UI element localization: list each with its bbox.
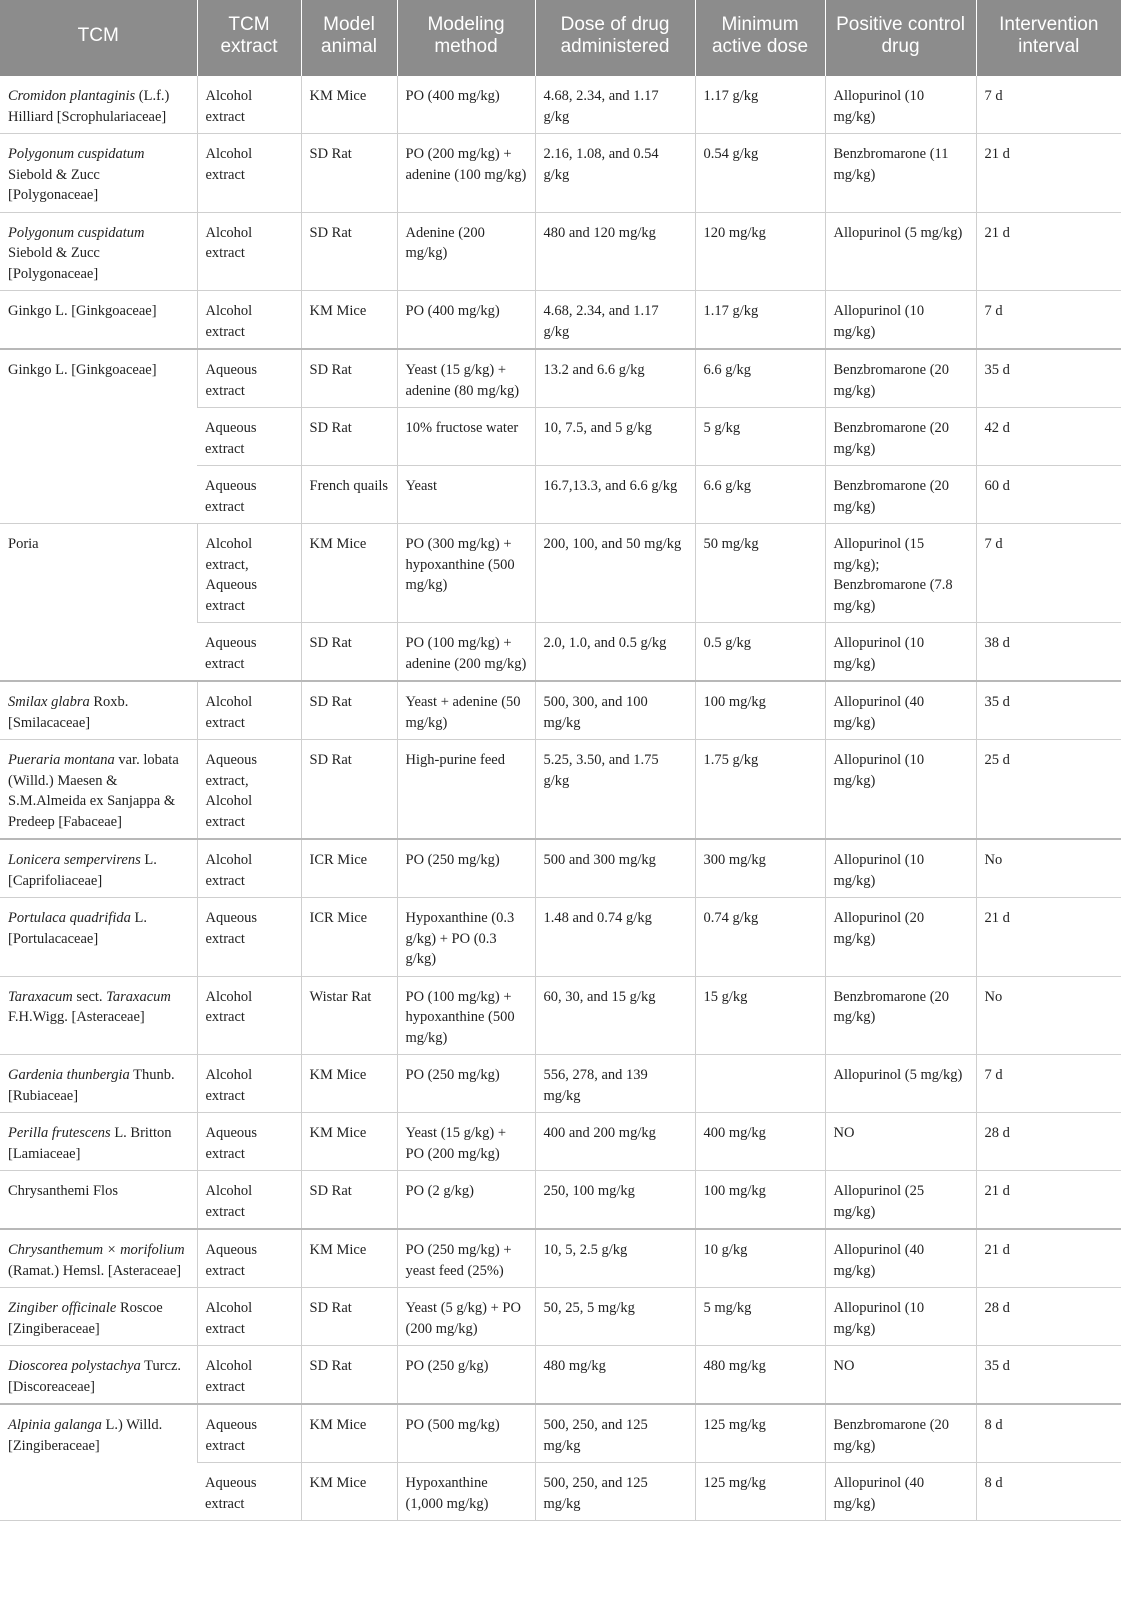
tcm-species-name: Lonicera sempervirens bbox=[8, 852, 141, 868]
dose-cell: 2.0, 1.0, and 0.5 g/kg bbox=[535, 623, 695, 682]
tcm-cell bbox=[0, 976, 197, 1055]
extract-cell: Aqueous extract, Alcohol extract bbox=[197, 740, 301, 840]
tcm-authority: Turcz. [Discoreaceae] bbox=[8, 1358, 182, 1395]
min-dose-cell: 6.6 g/kg bbox=[695, 349, 825, 408]
control-drug-cell: Benzbromarone (20 mg/kg) bbox=[825, 408, 976, 466]
dose-cell: 16.7,13.3, and 6.6 g/kg bbox=[535, 466, 695, 524]
tcm-authority: (Ramat.) Hemsl. [Asteraceae] bbox=[8, 1262, 182, 1279]
min-dose-cell: 100 mg/kg bbox=[695, 1171, 825, 1230]
interval-cell: 21 d bbox=[976, 898, 1121, 977]
interval-cell: 8 d bbox=[976, 1463, 1121, 1521]
control-drug-cell: Allopurinol (10 mg/kg) bbox=[825, 740, 976, 840]
interval-cell: 60 d bbox=[976, 466, 1121, 524]
control-drug-cell: Allopurinol (40 mg/kg) bbox=[825, 1229, 976, 1288]
table-row bbox=[0, 524, 1121, 623]
table-row bbox=[0, 349, 1121, 408]
animal-cell: SD Rat bbox=[301, 740, 397, 840]
table-row bbox=[0, 76, 1121, 134]
min-dose-cell: 6.6 g/kg bbox=[695, 466, 825, 524]
animal-cell: SD Rat bbox=[301, 623, 397, 682]
animal-cell: SD Rat bbox=[301, 134, 397, 213]
control-drug-cell: Benzbromarone (11 mg/kg) bbox=[825, 134, 976, 213]
tcm-authority: Chrysanthemi Flos bbox=[8, 1183, 118, 1199]
dose-cell: 480 and 120 mg/kg bbox=[535, 212, 695, 291]
interval-cell: 7 d bbox=[976, 1055, 1121, 1113]
table-row bbox=[0, 976, 1121, 1055]
extract-cell: Aqueous extract bbox=[197, 623, 301, 682]
min-dose-cell: 10 g/kg bbox=[695, 1229, 825, 1288]
tcm-authority: Siebold & Zucc [Polygonaceae] bbox=[8, 245, 100, 282]
table-row bbox=[0, 291, 1121, 350]
table-row bbox=[0, 740, 1121, 840]
extract-cell: Aqueous extract bbox=[197, 466, 301, 524]
tcm-species-name: Taraxacum bbox=[8, 988, 73, 1005]
dose-cell: 500 and 300 mg/kg bbox=[535, 839, 695, 898]
method-cell: Yeast (5 g/kg) + PO (200 mg/kg) bbox=[397, 1288, 535, 1346]
method-cell: PO (500 mg/kg) bbox=[397, 1404, 535, 1463]
tcm-cell bbox=[0, 291, 197, 350]
table-row bbox=[0, 1055, 1121, 1113]
method-cell: Hypoxanthine (1,000 mg/kg) bbox=[397, 1463, 535, 1521]
tcm-species-name: Polygonum cuspidatum bbox=[8, 146, 145, 162]
tcm-species-name: Gardenia thunbergia bbox=[8, 1067, 130, 1083]
method-cell: 10% fructose water bbox=[397, 408, 535, 466]
header-cell: Minimum active dose bbox=[695, 0, 825, 76]
tcm-authority: Siebold & Zucc [Polygonaceae] bbox=[8, 166, 100, 203]
dose-cell: 2.16, 1.08, and 0.54 g/kg bbox=[535, 134, 695, 213]
animal-cell: SD Rat bbox=[301, 212, 397, 291]
method-cell: Yeast bbox=[397, 466, 535, 524]
interval-cell: 21 d bbox=[976, 212, 1121, 291]
animal-cell: ICR Mice bbox=[301, 898, 397, 977]
animal-cell: KM Mice bbox=[301, 1229, 397, 1288]
table-header-row bbox=[0, 0, 1121, 76]
interval-cell: 28 d bbox=[976, 1288, 1121, 1346]
tcm-cell bbox=[0, 1113, 197, 1171]
animal-cell: KM Mice bbox=[301, 1055, 397, 1113]
method-cell: Yeast + adenine (50 mg/kg) bbox=[397, 681, 535, 740]
animal-cell: KM Mice bbox=[301, 1463, 397, 1521]
tcm-cell bbox=[0, 839, 197, 898]
dose-cell: 1.48 and 0.74 g/kg bbox=[535, 898, 695, 977]
header-cell: Positive control drug bbox=[825, 0, 976, 76]
dose-cell: 200, 100, and 50 mg/kg bbox=[535, 524, 695, 623]
tcm-cell bbox=[0, 681, 197, 740]
tcm-cell bbox=[0, 212, 197, 291]
extract-cell: Aqueous extract bbox=[197, 1229, 301, 1288]
animal-cell: SD Rat bbox=[301, 1346, 397, 1405]
tcm-cell bbox=[0, 76, 197, 134]
tcm-cell bbox=[0, 1229, 197, 1288]
interval-cell: No bbox=[976, 976, 1121, 1055]
dose-cell: 10, 5, 2.5 g/kg bbox=[535, 1229, 695, 1288]
control-drug-cell: Allopurinol (5 mg/kg) bbox=[825, 1055, 976, 1113]
extract-cell: Alcohol extract bbox=[197, 839, 301, 898]
control-drug-cell: Benzbromarone (20 mg/kg) bbox=[825, 976, 976, 1055]
extract-cell: Aqueous extract bbox=[197, 408, 301, 466]
table-row bbox=[0, 1113, 1121, 1171]
control-drug-cell: Allopurinol (5 mg/kg) bbox=[825, 212, 976, 291]
tcm-species-name: Polygonum cuspidatum bbox=[8, 224, 145, 241]
dose-cell: 13.2 and 6.6 g/kg bbox=[535, 349, 695, 408]
min-dose-cell: 100 mg/kg bbox=[695, 681, 825, 740]
animal-cell: ICR Mice bbox=[301, 839, 397, 898]
min-dose-cell bbox=[695, 1055, 825, 1113]
header-cell: Modeling method bbox=[397, 0, 535, 76]
method-cell: PO (400 mg/kg) bbox=[397, 291, 535, 350]
tcm-cell bbox=[0, 740, 197, 840]
extract-cell: Alcohol extract bbox=[197, 681, 301, 740]
tcm-cell bbox=[0, 1404, 197, 1521]
min-dose-cell: 400 mg/kg bbox=[695, 1113, 825, 1171]
dose-cell: 5.25, 3.50, and 1.75 g/kg bbox=[535, 740, 695, 840]
animal-cell: SD Rat bbox=[301, 349, 397, 408]
method-cell: PO (2 g/kg) bbox=[397, 1171, 535, 1230]
dose-cell: 500, 250, and 125 mg/kg bbox=[535, 1404, 695, 1463]
animal-cell: French quails bbox=[301, 466, 397, 524]
interval-cell: 35 d bbox=[976, 349, 1121, 408]
method-cell: PO (200 mg/kg) + adenine (100 mg/kg) bbox=[397, 134, 535, 213]
tcm-authority: L. [Portulacaceae] bbox=[8, 910, 147, 947]
table-row bbox=[0, 1171, 1121, 1230]
method-cell: PO (250 g/kg) bbox=[397, 1346, 535, 1405]
tcm-authority: (L.f.) Hilliard [Scrophulariaceae] bbox=[8, 88, 170, 125]
interval-cell: 35 d bbox=[976, 1346, 1121, 1405]
header-cell: TCM bbox=[0, 0, 197, 76]
interval-cell: 21 d bbox=[976, 1229, 1121, 1288]
table-row bbox=[0, 1346, 1121, 1405]
dose-cell: 250, 100 mg/kg bbox=[535, 1171, 695, 1230]
dose-cell: 10, 7.5, and 5 g/kg bbox=[535, 408, 695, 466]
table-row bbox=[0, 212, 1121, 291]
dose-cell: 50, 25, 5 mg/kg bbox=[535, 1288, 695, 1346]
table-row bbox=[0, 1229, 1121, 1288]
header-cell: Dose of drug administered bbox=[535, 0, 695, 76]
interval-cell: 28 d bbox=[976, 1113, 1121, 1171]
tcm-species-name: Dioscorea polystachya bbox=[8, 1358, 141, 1374]
control-drug-cell: Allopurinol (25 mg/kg) bbox=[825, 1171, 976, 1230]
header-cell: Intervention interval bbox=[976, 0, 1121, 76]
interval-cell: 21 d bbox=[976, 1171, 1121, 1230]
control-drug-cell: Benzbromarone (20 mg/kg) bbox=[825, 466, 976, 524]
table-row bbox=[0, 1288, 1121, 1346]
tcm-cell bbox=[0, 1055, 197, 1113]
tcm-authority: L. Britton [Lamiaceae] bbox=[8, 1125, 172, 1162]
animal-cell: SD Rat bbox=[301, 1171, 397, 1230]
tcm-authority: sect. Taraxacum F.H.Wigg. [Asteraceae] bbox=[8, 988, 171, 1025]
tcm-cell bbox=[0, 1171, 197, 1230]
table-row bbox=[0, 134, 1121, 213]
extract-cell: Alcohol extract bbox=[197, 1171, 301, 1230]
tcm-species-name: Zingiber officinale bbox=[8, 1300, 117, 1316]
min-dose-cell: 120 mg/kg bbox=[695, 212, 825, 291]
min-dose-cell: 0.74 g/kg bbox=[695, 898, 825, 977]
min-dose-cell: 480 mg/kg bbox=[695, 1346, 825, 1405]
method-cell: Yeast (15 g/kg) + adenine (80 mg/kg) bbox=[397, 349, 535, 408]
method-cell: PO (300 mg/kg) + hypoxanthine (500 mg/kg) bbox=[397, 524, 535, 623]
min-dose-cell: 1.17 g/kg bbox=[695, 291, 825, 350]
tcm-authority: L.) Willd. [Zingiberaceae] bbox=[8, 1417, 163, 1454]
extract-cell: Alcohol extract, Aqueous extract bbox=[197, 524, 301, 623]
dose-cell: 480 mg/kg bbox=[535, 1346, 695, 1405]
method-cell: PO (400 mg/kg) bbox=[397, 76, 535, 134]
control-drug-cell: Allopurinol (10 mg/kg) bbox=[825, 623, 976, 682]
tcm-species-name: Smilax glabra bbox=[8, 694, 90, 710]
method-cell: PO (100 mg/kg) + hypoxanthine (500 mg/kg) bbox=[397, 976, 535, 1055]
table-row bbox=[0, 839, 1121, 898]
animal-cell: KM Mice bbox=[301, 1404, 397, 1463]
control-drug-cell: NO bbox=[825, 1346, 976, 1405]
dose-cell: 500, 300, and 100 mg/kg bbox=[535, 681, 695, 740]
dose-cell: 4.68, 2.34, and 1.17 g/kg bbox=[535, 291, 695, 350]
extract-cell: Aqueous extract bbox=[197, 1404, 301, 1463]
dose-cell: 400 and 200 mg/kg bbox=[535, 1113, 695, 1171]
extract-cell: Aqueous extract bbox=[197, 898, 301, 977]
header-cell: TCM extract bbox=[197, 0, 301, 76]
tcm-authority: Poria bbox=[8, 536, 39, 552]
animal-cell: KM Mice bbox=[301, 1113, 397, 1171]
animal-cell: KM Mice bbox=[301, 524, 397, 623]
animal-cell: Wistar Rat bbox=[301, 976, 397, 1055]
min-dose-cell: 300 mg/kg bbox=[695, 839, 825, 898]
min-dose-cell: 0.5 g/kg bbox=[695, 623, 825, 682]
animal-cell: KM Mice bbox=[301, 291, 397, 350]
tcm-authority: Ginkgo L. [Ginkgoaceae] bbox=[8, 362, 157, 378]
control-drug-cell: Allopurinol (40 mg/kg) bbox=[825, 1463, 976, 1521]
control-drug-cell: Allopurinol (10 mg/kg) bbox=[825, 1288, 976, 1346]
animal-cell: SD Rat bbox=[301, 408, 397, 466]
control-drug-cell: Allopurinol (10 mg/kg) bbox=[825, 76, 976, 134]
control-drug-cell: Allopurinol (15 mg/kg); Benzbromarone (7.8 mg/kg) bbox=[825, 524, 976, 623]
interval-cell: 21 d bbox=[976, 134, 1121, 213]
extract-cell: Alcohol extract bbox=[197, 1288, 301, 1346]
tcm-species-name: Pueraria montana bbox=[8, 752, 115, 768]
interval-cell: 7 d bbox=[976, 76, 1121, 134]
interval-cell: 35 d bbox=[976, 681, 1121, 740]
tcm-authority: Ginkgo L. [Ginkgoaceae] bbox=[8, 303, 157, 319]
tcm-authority: Thunb. [Rubiaceae] bbox=[8, 1067, 175, 1104]
min-dose-cell: 125 mg/kg bbox=[695, 1404, 825, 1463]
tcm-cell bbox=[0, 1288, 197, 1346]
extract-cell: Aqueous extract bbox=[197, 1463, 301, 1521]
extract-cell: Alcohol extract bbox=[197, 976, 301, 1055]
animal-cell: KM Mice bbox=[301, 76, 397, 134]
control-drug-cell: Benzbromarone (20 mg/kg) bbox=[825, 1404, 976, 1463]
method-cell: Yeast (15 g/kg) + PO (200 mg/kg) bbox=[397, 1113, 535, 1171]
tcm-authority: L. [Caprifoliaceae] bbox=[8, 852, 157, 889]
dose-cell: 60, 30, and 15 g/kg bbox=[535, 976, 695, 1055]
interval-cell: 7 d bbox=[976, 291, 1121, 350]
method-cell: Hypoxanthine (0.3 g/kg) + PO (0.3 g/kg) bbox=[397, 898, 535, 977]
min-dose-cell: 15 g/kg bbox=[695, 976, 825, 1055]
tcm-cell bbox=[0, 134, 197, 213]
extract-cell: Alcohol extract bbox=[197, 134, 301, 213]
table-row bbox=[0, 898, 1121, 977]
interval-cell: 42 d bbox=[976, 408, 1121, 466]
extract-cell: Alcohol extract bbox=[197, 1055, 301, 1113]
table-body bbox=[0, 76, 1121, 1521]
extract-cell: Aqueous extract bbox=[197, 1113, 301, 1171]
extract-cell: Alcohol extract bbox=[197, 76, 301, 134]
control-drug-cell: Benzbromarone (20 mg/kg) bbox=[825, 349, 976, 408]
control-drug-cell: NO bbox=[825, 1113, 976, 1171]
method-cell: High-purine feed bbox=[397, 740, 535, 840]
interval-cell: 8 d bbox=[976, 1404, 1121, 1463]
min-dose-cell: 0.54 g/kg bbox=[695, 134, 825, 213]
tcm-species-name: Cromidon plantaginis bbox=[8, 88, 136, 104]
extract-cell: Alcohol extract bbox=[197, 1346, 301, 1405]
min-dose-cell: 1.17 g/kg bbox=[695, 76, 825, 134]
extract-cell: Aqueous extract bbox=[197, 349, 301, 408]
method-cell: PO (100 mg/kg) + adenine (200 mg/kg) bbox=[397, 623, 535, 682]
header-cell: Model animal bbox=[301, 0, 397, 76]
interval-cell: No bbox=[976, 839, 1121, 898]
tcm-species-name: Perilla frutescens bbox=[8, 1125, 111, 1141]
table-row bbox=[0, 1404, 1121, 1463]
tcm-authority: Roxb. [Smilacaceae] bbox=[8, 694, 129, 731]
table-row bbox=[0, 681, 1121, 740]
interval-cell: 38 d bbox=[976, 623, 1121, 682]
control-drug-cell: Allopurinol (10 mg/kg) bbox=[825, 291, 976, 350]
tcm-cell bbox=[0, 1346, 197, 1405]
interval-cell: 7 d bbox=[976, 524, 1121, 623]
tcm-cell bbox=[0, 898, 197, 977]
tcm-authority: var. lobata (Willd.) Maesen & S.M.Almeida ex Sanjappa & Predeep [Fabaceae] bbox=[8, 752, 179, 830]
method-cell: PO (250 mg/kg) + yeast feed (25%) bbox=[397, 1229, 535, 1288]
method-cell: Adenine (200 mg/kg) bbox=[397, 212, 535, 291]
dose-cell: 556, 278, and 139 mg/kg bbox=[535, 1055, 695, 1113]
animal-cell: SD Rat bbox=[301, 1288, 397, 1346]
extract-cell: Alcohol extract bbox=[197, 212, 301, 291]
control-drug-cell: Allopurinol (40 mg/kg) bbox=[825, 681, 976, 740]
tcm-species-name: Alpinia galanga bbox=[8, 1417, 102, 1433]
extract-cell: Alcohol extract bbox=[197, 291, 301, 350]
method-cell: PO (250 mg/kg) bbox=[397, 1055, 535, 1113]
tcm-cell bbox=[0, 524, 197, 682]
tcm-authority: Roscoe [Zingiberaceae] bbox=[8, 1300, 163, 1337]
tcm-species-name: Chrysanthemum × morifolium bbox=[8, 1242, 185, 1258]
min-dose-cell: 5 g/kg bbox=[695, 408, 825, 466]
tcm-species-name: Portulaca quadrifida bbox=[8, 910, 131, 926]
dose-cell: 500, 250, and 125 mg/kg bbox=[535, 1463, 695, 1521]
dose-cell: 4.68, 2.34, and 1.17 g/kg bbox=[535, 76, 695, 134]
tcm-cell bbox=[0, 349, 197, 524]
control-drug-cell: Allopurinol (10 mg/kg) bbox=[825, 839, 976, 898]
min-dose-cell: 5 mg/kg bbox=[695, 1288, 825, 1346]
min-dose-cell: 50 mg/kg bbox=[695, 524, 825, 623]
method-cell: PO (250 mg/kg) bbox=[397, 839, 535, 898]
interval-cell: 25 d bbox=[976, 740, 1121, 840]
animal-cell: SD Rat bbox=[301, 681, 397, 740]
min-dose-cell: 1.75 g/kg bbox=[695, 740, 825, 840]
control-drug-cell: Allopurinol (20 mg/kg) bbox=[825, 898, 976, 977]
min-dose-cell: 125 mg/kg bbox=[695, 1463, 825, 1521]
